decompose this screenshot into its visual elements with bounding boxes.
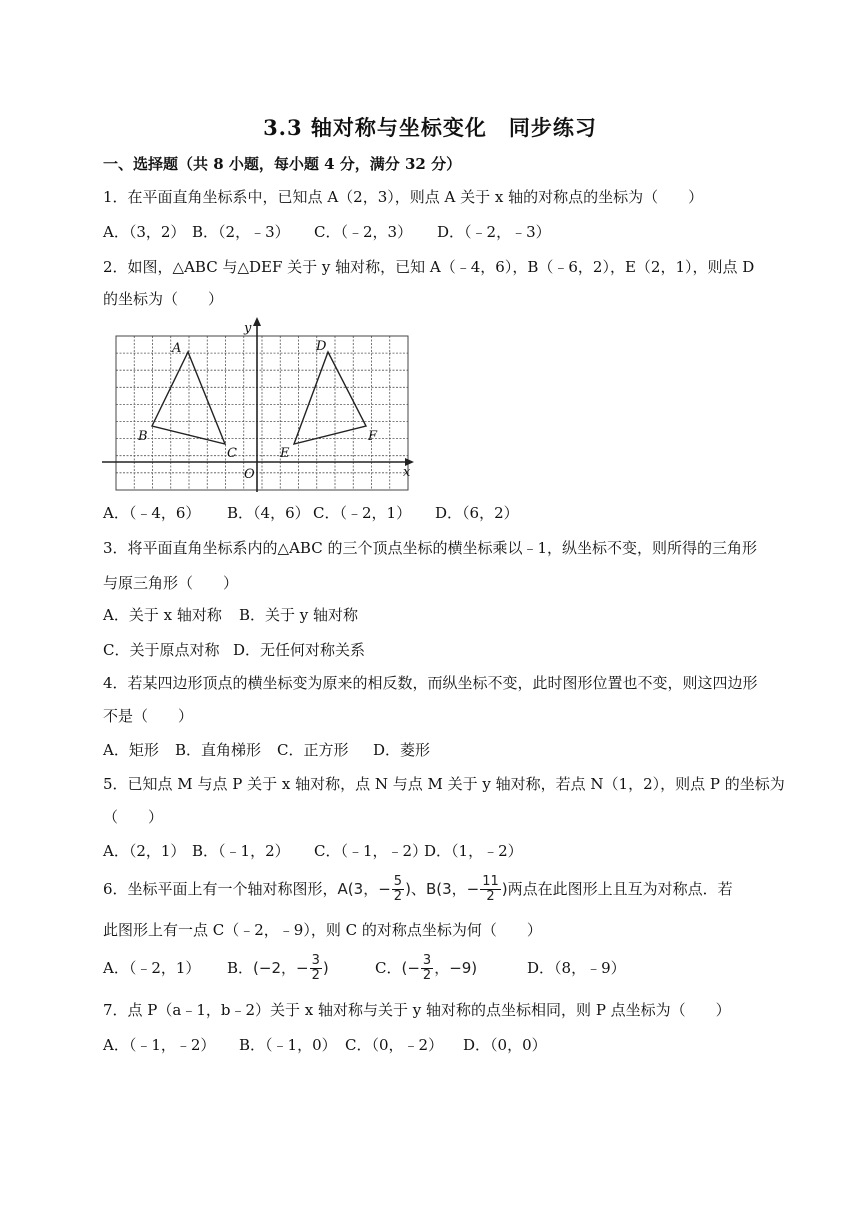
q7-option-b[interactable]: B．（﹣1，0） — [239, 1036, 337, 1054]
q6-option-c-numerator: 3 — [422, 953, 432, 968]
q6-stem-prefix: 6．坐标平面上有一个轴对称图形， — [103, 880, 338, 898]
q2-option-c[interactable]: C．（﹣2，1） — [313, 504, 412, 522]
q6-point-a-fraction — [392, 875, 404, 904]
q2-option-a[interactable]: A．（﹣4，6） — [103, 504, 201, 522]
q6-point-a-prefix: A(3，− — [337, 880, 391, 898]
q6-point-b-denominator: 2 — [486, 889, 495, 904]
axis-label-y: y — [244, 321, 252, 336]
q6-option-c-math — [401, 953, 478, 983]
q6-option-b-suffix: ) — [322, 959, 329, 977]
q6-option-b-numerator: 3 — [311, 953, 320, 968]
question-2-options — [103, 502, 768, 524]
question-6-options — [103, 953, 768, 983]
q6-point-a — [337, 874, 411, 904]
axis-label-x: x — [403, 465, 411, 480]
question-1-options — [103, 221, 768, 243]
q5-option-a[interactable]: A．（2，1） — [103, 842, 186, 860]
q6-option-b[interactable] — [227, 953, 375, 983]
q5-option-d[interactable]: D．（1，﹣2） — [424, 842, 523, 860]
q6-point-b-numerator: 11 — [482, 874, 499, 889]
q6-point-a-denominator: 2 — [393, 889, 403, 904]
q6-point-a-numerator: 5 — [393, 874, 403, 889]
q6-option-b-label: B． — [227, 959, 254, 977]
question-4-options — [103, 739, 768, 761]
q4-option-c[interactable]: C．正方形 — [277, 741, 349, 759]
point-label-d: D — [316, 339, 327, 354]
q6-option-c[interactable] — [375, 953, 527, 983]
q6-separator: 、 — [410, 880, 426, 898]
q3-option-b[interactable]: B．关于 y 轴对称 — [239, 606, 359, 624]
point-label-b: B — [138, 429, 148, 444]
q6-point-b — [425, 874, 508, 904]
q3-option-c[interactable]: C．关于原点对称 — [103, 641, 220, 659]
point-label-a: A — [172, 341, 182, 356]
q6-option-c-prefix: (− — [401, 959, 420, 977]
q6-point-b-prefix: B(3，− — [425, 880, 480, 898]
question-6-stem-line1 — [103, 874, 768, 904]
question-5-stem-line1: 5．已知点 M 与点 P 关于 x 轴对称，点 N 与点 M 关于 y 轴对称，若点 N（1，2），则点 P 的坐标为 — [103, 775, 785, 793]
q6-point-b-fraction — [480, 875, 501, 904]
q6-option-c-label: C． — [375, 959, 402, 977]
question-1-stem: 1．在平面直角坐标系中，已知点 A（2，3），则点 A 关于 x 轴的对称点的坐标为（ ） — [103, 188, 704, 206]
section-heading: 一、选择题（共 8 小题，每小题 4 分，满分 32 分） — [103, 155, 462, 173]
q6-option-b-fraction — [310, 954, 322, 983]
q7-option-d[interactable]: D．（0，0） — [463, 1036, 547, 1054]
q6-option-b-math — [253, 953, 329, 983]
q4-option-d[interactable]: D．菱形 — [373, 741, 431, 759]
page-title: 3.3 轴对称与坐标变化 同步练习 — [263, 115, 597, 140]
question-5-options — [103, 840, 768, 862]
q2-option-d[interactable]: D．（6，2） — [435, 504, 519, 522]
question-6-stem-line2: 此图形上有一点 C（﹣2，﹣9），则 C 的对称点坐标为何（ ） — [103, 921, 542, 939]
point-label-f: F — [368, 429, 378, 444]
question-4-stem-line1: 4．若某四边形顶点的横坐标变为原来的相反数，而纵坐标不变，此时图形位置也不变，则这四边形 — [103, 674, 758, 692]
question-3-options-row1 — [103, 604, 768, 626]
q6-point-b-suffix: ) — [501, 880, 508, 898]
q2-option-b[interactable]: B．（4，6） — [227, 504, 310, 522]
q1-option-d[interactable]: D．（﹣2，﹣3） — [437, 223, 551, 241]
question-3-stem-line1: 3．将平面直角坐标系内的△ABC 的三个顶点坐标的横坐标乘以﹣1，纵坐标不变，则所得的三角形 — [103, 539, 758, 557]
q1-option-b[interactable]: B．（2，﹣3） — [192, 223, 290, 241]
q6-option-b-prefix: (−2，− — [253, 959, 309, 977]
q5-option-b[interactable]: B．（﹣1，2） — [192, 842, 290, 860]
q1-option-c[interactable]: C．（﹣2，3） — [314, 223, 413, 241]
q4-option-b[interactable]: B．直角梯形 — [175, 741, 262, 759]
origin-label: O — [244, 467, 255, 482]
q6-option-c-suffix: ，−9) — [434, 959, 478, 977]
q7-option-c[interactable]: C．（0，﹣2） — [345, 1036, 444, 1054]
triangle-def — [294, 352, 366, 444]
point-label-c: C — [227, 446, 237, 461]
q6-option-d[interactable]: D．（8，﹣9） — [527, 959, 626, 977]
q6-option-b-denominator: 2 — [311, 968, 320, 983]
q6-point-a-suffix: ) — [405, 880, 411, 898]
coordinate-grid-figure — [100, 314, 420, 496]
q6-option-a[interactable]: A．（﹣2，1） — [103, 959, 201, 977]
question-3-stem-line2: 与原三角形（ ） — [103, 574, 239, 592]
q6-option-c-fraction — [421, 954, 433, 983]
y-axis-arrow-icon — [253, 317, 261, 326]
q3-option-d[interactable]: D．无任何对称关系 — [233, 641, 366, 659]
question-7-stem: 7．点 P（a﹣1，b﹣2）关于 x 轴对称与关于 y 轴对称的点坐标相同，则 P 点坐标为（ ） — [103, 1001, 731, 1019]
question-5-stem-line2: （ ） — [103, 808, 164, 826]
point-label-e: E — [280, 446, 290, 461]
question-3-options-row2 — [103, 639, 768, 661]
q7-option-a[interactable]: A．（﹣1，﹣2） — [103, 1036, 216, 1054]
q4-option-a[interactable]: A．矩形 — [103, 741, 159, 759]
question-4-stem-line2: 不是（ ） — [103, 707, 194, 725]
grid-lines — [116, 336, 408, 490]
question-7-options — [103, 1034, 768, 1056]
q5-option-c[interactable]: C．（﹣1，﹣2） — [314, 842, 428, 860]
q1-option-a[interactable]: A．（3，2） — [103, 223, 186, 241]
question-2-stem-line2: 的坐标为（ ） — [103, 290, 224, 308]
triangle-abc — [152, 352, 225, 444]
question-2-stem-line1: 2．如图，△ABC 与△DEF 关于 y 轴对称，已知 A（﹣4，6），B（﹣6，2），E（2，1），则点 D — [103, 258, 755, 276]
q3-option-a[interactable]: A．关于 x 轴对称 — [103, 606, 222, 624]
q6-stem-suffix: 两点在此图形上且互为对称点．若 — [507, 880, 733, 898]
q6-option-c-denominator: 2 — [422, 968, 432, 983]
